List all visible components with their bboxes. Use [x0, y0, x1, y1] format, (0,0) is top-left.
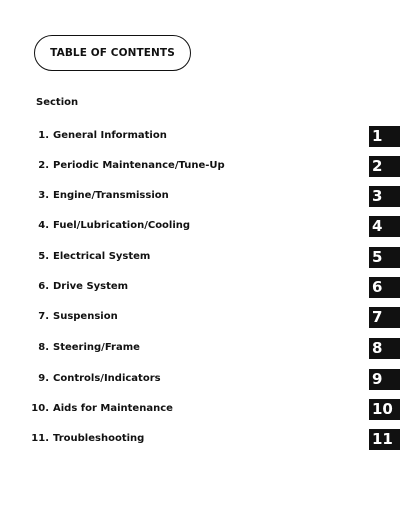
- page-title: TABLE OF CONTENTS: [50, 47, 175, 59]
- toc-item-number: 8.: [38, 342, 49, 353]
- toc-item-number: 9.: [38, 373, 49, 384]
- toc-item-label[interactable]: Engine/Transmission: [53, 190, 169, 201]
- toc-item-label[interactable]: Troubleshooting: [53, 433, 145, 444]
- toc-item-label[interactable]: Electrical System: [53, 251, 151, 262]
- toc-item-label[interactable]: Fuel/Lubrication/Cooling: [53, 220, 191, 231]
- toc-item-number: 5.: [38, 251, 49, 262]
- toc-item-steering-frame: [0, 338, 400, 360]
- toc-item-number: 1.: [38, 130, 49, 141]
- toc-item-periodic-maintenance: [0, 156, 400, 178]
- toc-item-label[interactable]: Periodic Maintenance/Tune-Up: [53, 160, 225, 171]
- toc-item-number: 6.: [38, 281, 49, 292]
- toc-item-fuel-lubrication-cooling: [0, 216, 400, 238]
- toc-item-label[interactable]: General Information: [53, 130, 167, 141]
- section-heading: Section: [36, 97, 79, 108]
- section-tab-3[interactable]: 3: [369, 186, 400, 207]
- section-tab-10[interactable]: 10: [369, 399, 400, 420]
- toc-item-engine-transmission: [0, 186, 400, 208]
- toc-item-aids-for-maintenance: [0, 399, 400, 421]
- section-tab-4[interactable]: 4: [369, 216, 400, 237]
- toc-item-electrical-system: [0, 247, 400, 269]
- toc-item-suspension: [0, 307, 400, 329]
- section-tab-11[interactable]: 11: [369, 429, 400, 450]
- toc-item-label[interactable]: Suspension: [53, 311, 118, 322]
- section-tab-9[interactable]: 9: [369, 369, 400, 390]
- toc-item-controls-indicators: [0, 369, 400, 391]
- toc-item-number: 11.: [31, 433, 49, 444]
- toc-item-troubleshooting: [0, 429, 400, 451]
- toc-item-number: 3.: [38, 190, 49, 201]
- toc-item-label[interactable]: Drive System: [53, 281, 129, 292]
- toc-item-number: 7.: [38, 311, 49, 322]
- toc-item-label[interactable]: Steering/Frame: [53, 342, 140, 353]
- toc-item-number: 4.: [38, 220, 49, 231]
- toc-item-label[interactable]: Aids for Maintenance: [53, 403, 173, 414]
- toc-item-general-information: [0, 126, 400, 148]
- section-tab-6[interactable]: 6: [369, 277, 400, 298]
- section-tab-8[interactable]: 8: [369, 338, 400, 359]
- toc-item-label[interactable]: Controls/Indicators: [53, 373, 161, 384]
- section-tab-5[interactable]: 5: [369, 247, 400, 268]
- section-tab-7[interactable]: 7: [369, 307, 400, 328]
- toc-item-number: 10.: [31, 403, 49, 414]
- section-tab-2[interactable]: 2: [369, 156, 400, 177]
- section-tab-1[interactable]: 1: [369, 126, 400, 147]
- toc-item-number: 2.: [38, 160, 49, 171]
- toc-item-drive-system: [0, 277, 400, 299]
